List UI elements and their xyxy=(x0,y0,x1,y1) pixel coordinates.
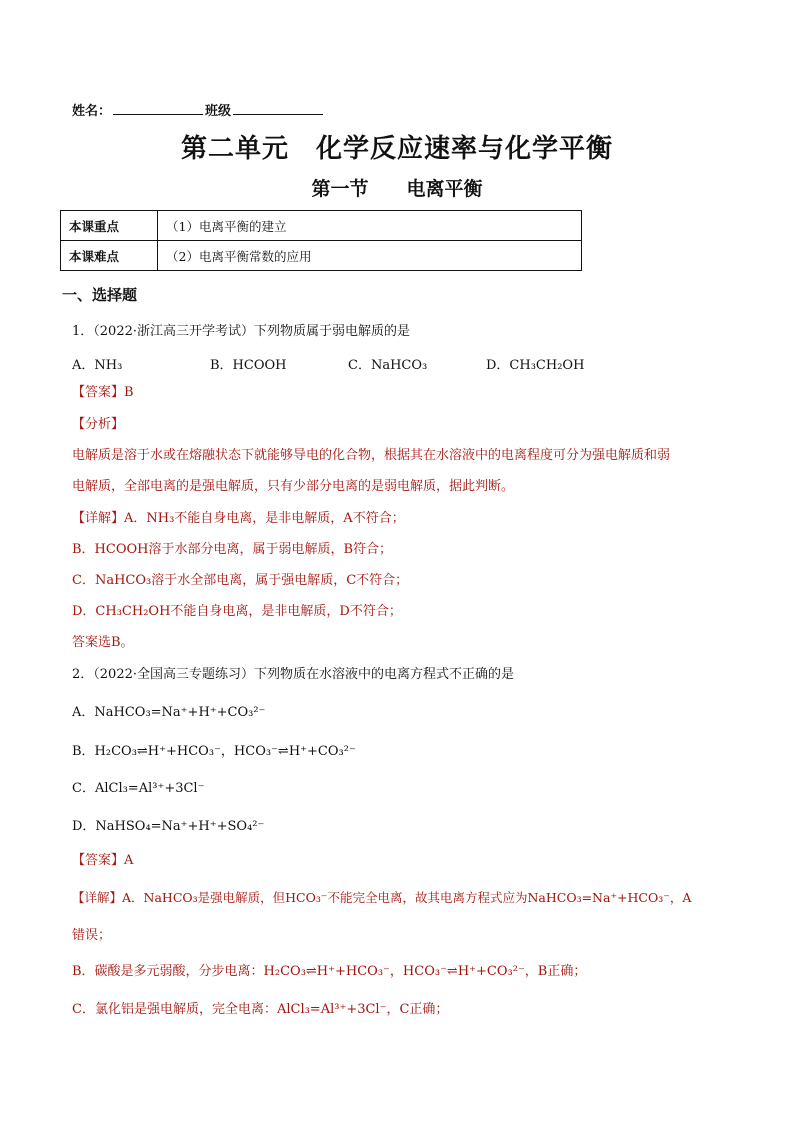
q1-detail-c: C．NaHCO₃溶于水全部电离，属于强电解质，C不符合； xyxy=(72,573,409,588)
q2-detail-a: 【详解】A．NaHCO₃是强电解质，但HCO₃⁻不能完全电离，故其电离方程式应为NaHCO₃=Na⁺+HCO₃⁻，A xyxy=(72,890,692,905)
table-row xyxy=(61,241,582,271)
name-class-line xyxy=(72,100,325,119)
q1-option-b: B．HCOOH xyxy=(210,358,287,373)
q2-detail-c: C．氯化铝是强电解质，完全电离：AlCl₃=Al³⁺+3Cl⁻，C正确； xyxy=(72,1002,449,1017)
q1-option-a: A．NH₃ xyxy=(72,358,123,373)
q1-analysis-line2: 电解质，全部电离的是强电解质，只有少部分电离的是弱电解质，据此判断。 xyxy=(72,479,515,494)
q2-option-b: B．H₂CO₃⇌H⁺+HCO₃⁻，HCO₃⁻⇌H⁺+CO₃²⁻ xyxy=(72,744,356,759)
name-label: 姓名： xyxy=(72,104,112,119)
q2-detail-b: B．碳酸是多元弱酸，分步电离：H₂CO₃⇌H⁺+HCO₃⁻，HCO₃⁻⇌H⁺+CO₃²⁻，B正确； xyxy=(72,964,587,979)
q1-detail-d: D．CH₃CH₂OH不能自身电离，是非电解质，D不符合； xyxy=(72,604,402,619)
class-blank[interactable] xyxy=(233,102,323,115)
q1-stem: 1．（2022·浙江高三开学考试）下列物质属于弱电解质的是 xyxy=(72,324,410,339)
q1-answer: 【答案】B xyxy=(72,385,134,400)
focus-table xyxy=(60,210,582,271)
page-subtitle: 第一节 电离平衡 xyxy=(311,178,483,200)
name-blank[interactable] xyxy=(113,102,203,115)
difficulty-key: 本课难点 xyxy=(61,241,158,271)
q1-option-c: C．NaHCO₃ xyxy=(348,358,428,373)
q2-option-d: D．NaHSO₄=Na⁺+H⁺+SO₄²⁻ xyxy=(72,819,265,834)
q1-analysis-line1: 电解质是溶于水或在熔融状态下就能够导电的化合物，根据其在水溶液中的电离程度可分为强电解质和弱 xyxy=(72,448,671,463)
difficulty-value: （2）电离平衡常数的应用 xyxy=(158,241,582,271)
focus-key: 本课重点 xyxy=(61,211,158,241)
table-row xyxy=(61,211,582,241)
focus-value: （1）电离平衡的建立 xyxy=(158,211,582,241)
q1-option-d: D．CH₃CH₂OH xyxy=(486,358,585,373)
q2-option-a: A．NaHCO₃=Na⁺+H⁺+CO₃²⁻ xyxy=(72,705,266,720)
q1-detail-b: B．HCOOH溶于水部分电离，属于弱电解质，B符合； xyxy=(72,542,393,557)
q1-conclusion: 答案选B。 xyxy=(72,635,134,650)
q2-detail-a-cont: 错误； xyxy=(72,928,112,943)
page-title: 第二单元 化学反应速率与化学平衡 xyxy=(180,134,613,164)
q2-stem: 2．（2022·全国高三专题练习）下列物质在水溶液中的电离方程式不正确的是 xyxy=(72,667,514,682)
class-label: 班级 xyxy=(205,104,232,119)
q1-detail-a: 【详解】A．NH₃不能自身电离，是非电解质，A不符合； xyxy=(72,511,405,526)
q1-analysis-label: 【分析】 xyxy=(72,417,125,432)
q2-option-c: C．AlCl₃=Al³⁺+3Cl⁻ xyxy=(72,781,205,796)
section-title: 一、选择题 xyxy=(62,286,138,304)
q2-answer: 【答案】A xyxy=(72,853,134,868)
